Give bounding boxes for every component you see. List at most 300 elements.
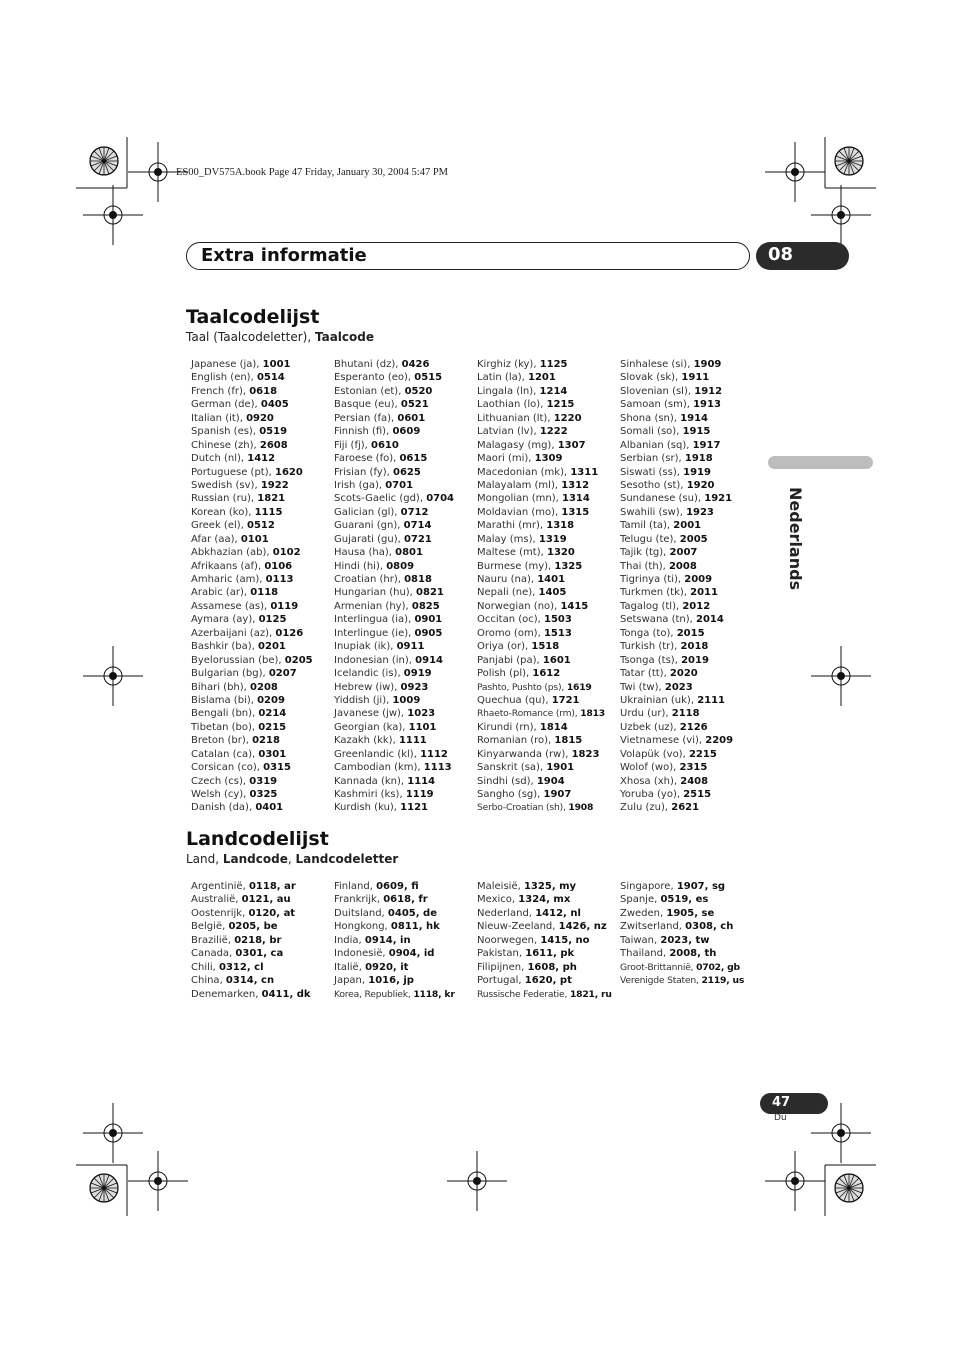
language-name: Nepali (ne),: [477, 587, 539, 599]
country-letter-code: sg: [711, 881, 726, 892]
language-entry: [334, 721, 474, 734]
language-entry: [334, 412, 474, 425]
language-code: 0901: [414, 614, 443, 626]
country-code: 0609: [376, 881, 404, 892]
country-name: Brazilië,: [191, 934, 235, 946]
country-entry: [191, 907, 331, 920]
language-name: Kurdish (ku),: [334, 802, 401, 814]
country-separator: ,: [551, 881, 560, 892]
country-letter-code: at: [283, 907, 296, 919]
country-letter-code: id: [423, 948, 435, 960]
language-name: Frisian (fy),: [334, 466, 393, 478]
language-code: 0919: [403, 668, 432, 680]
country-letter-code: hk: [426, 921, 440, 933]
language-entry: [477, 654, 617, 667]
country-letter-code: fi: [411, 881, 419, 892]
country-separator: ,: [694, 907, 702, 919]
language-entry: [477, 667, 617, 680]
language-name: Ukrainian (uk),: [620, 694, 698, 706]
language-code: 0911: [396, 641, 425, 653]
language-name: Thai (th),: [620, 560, 669, 572]
country-separator: ,: [418, 921, 427, 933]
language-name: Spanish (es),: [191, 426, 260, 438]
language-code: 1001: [262, 359, 291, 370]
language-name: Romanian (ro),: [477, 735, 555, 747]
language-name: Slovenian (sl),: [620, 385, 695, 397]
language-entry: [334, 694, 474, 707]
language-name: Korean (ko),: [191, 506, 255, 518]
language-code: 0721: [403, 533, 432, 545]
language-code: 1023: [407, 708, 436, 720]
language-entry: [620, 627, 760, 640]
language-code: 1813: [580, 708, 605, 720]
language-code: 1112: [420, 748, 448, 760]
language-name: Russian (ru),: [191, 493, 258, 505]
language-name: Guarani (gn),: [334, 520, 404, 532]
language-entry: [191, 600, 331, 613]
language-name: Greenlandic (kl),: [334, 748, 421, 760]
country-letter-code: cl: [254, 961, 264, 973]
language-name: Sindhi (sd),: [477, 775, 537, 787]
country-code: 0811: [390, 921, 419, 933]
language-code: 0818: [404, 574, 432, 585]
country-separator: ,: [546, 894, 554, 906]
language-code: 2001: [673, 520, 702, 532]
language-name: Interlingue (ie),: [334, 627, 415, 639]
language-name: Turkmen (tk),: [620, 587, 691, 599]
language-entry: [334, 479, 474, 492]
language-name: Tigrinya (ti),: [620, 574, 685, 585]
country-code: 0118: [248, 881, 277, 892]
country-letter-code: ph: [562, 961, 577, 973]
language-name: Sundanese (su),: [620, 493, 705, 505]
country-name: Thailand,: [620, 948, 670, 960]
language-name: Corsican (co),: [191, 762, 264, 774]
language-name: Malagasy (mg),: [477, 439, 558, 451]
language-code: 0514: [256, 372, 285, 384]
language-code: 1620: [274, 466, 303, 478]
country-name: Nederland,: [477, 907, 536, 919]
language-entry: [620, 533, 760, 546]
language-name: Sinhalese (si),: [620, 359, 694, 370]
country-letter-code: no: [575, 934, 590, 946]
language-code: 0825: [411, 600, 440, 612]
country-separator: ,: [688, 894, 696, 906]
country-letter-code: es: [695, 894, 709, 906]
language-code: 1119: [405, 789, 434, 800]
country-code: 1907: [676, 881, 705, 892]
language-code: 1111: [398, 735, 427, 747]
country-name: Korea, Republiek,: [334, 988, 414, 1000]
language-name: Norwegian (no),: [477, 600, 561, 612]
language-entry: [334, 640, 474, 653]
country-entry: [334, 947, 474, 960]
country-name: Maleisië,: [477, 881, 524, 892]
country-code: 1611: [525, 948, 554, 960]
language-name: Yoruba (yo),: [620, 789, 684, 800]
language-code: 1125: [539, 359, 568, 370]
language-code: 1901: [546, 762, 575, 774]
country-name: Singapore,: [620, 881, 677, 892]
language-code: 1909: [693, 359, 722, 370]
language-name: Oromo (om),: [477, 627, 544, 639]
language-entry: [477, 586, 617, 599]
language-name: Arabic (ar),: [191, 587, 251, 599]
language-code: 1913: [693, 399, 721, 411]
country-code: 1412: [535, 907, 564, 919]
language-code: 0704: [426, 493, 455, 505]
country-letter-code: cn: [261, 975, 275, 987]
language-name: Tsonga (ts),: [620, 654, 682, 666]
language-entry: [334, 533, 474, 546]
print-info: ES00_DV575A.book Page 47 Friday, January 30, 2004 5:47 PM: [176, 167, 449, 178]
language-code: 2018: [680, 641, 709, 653]
country-separator: ,: [416, 948, 424, 960]
language-code: 0118: [250, 587, 279, 599]
country-name: Hongkong,: [334, 921, 391, 933]
country-separator: ,: [563, 907, 571, 919]
language-entry: [191, 667, 331, 680]
language-name: Shona (sn),: [620, 412, 681, 424]
country-letter-code: it: [400, 961, 409, 973]
language-code: 1915: [682, 426, 711, 438]
language-entry: [191, 466, 331, 479]
language-code: 0301: [258, 748, 287, 760]
language-entry: [477, 748, 617, 761]
language-code: 1325: [554, 560, 583, 572]
country-entry: [477, 907, 617, 920]
language-name: Macedonian (mk),: [477, 466, 571, 478]
language-code: 2515: [683, 789, 712, 800]
language-entry: [334, 358, 474, 371]
language-code: 0325: [249, 789, 278, 800]
country-separator: ,: [289, 988, 297, 1000]
language-code: 0923: [400, 681, 429, 693]
country-letter-code: us: [732, 975, 745, 987]
country-name: Noorwegen,: [477, 934, 541, 946]
language-code: 1920: [686, 479, 715, 491]
country-name: Australië,: [191, 894, 242, 906]
language-code: 1919: [683, 466, 711, 478]
language-code: 1908: [568, 802, 594, 814]
country-entry: [477, 880, 617, 893]
country-separator: ,: [555, 961, 563, 973]
language-name: Czech (cs),: [191, 775, 250, 787]
language-code: 1114: [407, 775, 436, 787]
language-name: Amharic (am),: [191, 574, 266, 585]
language-name: Portuguese (pt),: [191, 466, 275, 478]
country-code: 1608: [527, 961, 556, 973]
language-entry: [191, 371, 331, 384]
country-code: 0519: [660, 894, 689, 906]
language-entry: [620, 681, 760, 694]
language-name: Serbo-Croatian (sh),: [477, 802, 569, 814]
language-entry: [191, 506, 331, 519]
language-entry: [191, 627, 331, 640]
country-entry: [620, 947, 760, 960]
country-letter-code: ca: [270, 948, 284, 960]
language-entry: [620, 398, 760, 411]
country-name: Denemarken,: [191, 988, 262, 1000]
language-name: Bashkir (ba),: [191, 641, 259, 653]
country-name: Chili,: [191, 961, 220, 973]
language-code: 0821: [416, 587, 444, 599]
language-code: 2009: [684, 574, 713, 585]
language-name: Burmese (my),: [477, 560, 555, 572]
language-name: Swedish (sv),: [191, 479, 261, 491]
language-entry: [620, 519, 760, 532]
language-name: Kirundi (rn),: [477, 721, 540, 733]
language-code: 0712: [400, 506, 429, 518]
language-entry: [477, 412, 617, 425]
country-code: 0121: [241, 894, 270, 906]
language-name: Welsh (cy),: [191, 789, 250, 800]
country-entry: [477, 988, 617, 1001]
language-code: 1309: [534, 453, 563, 465]
country-letter-code: pt: [559, 975, 572, 987]
language-entry: [191, 707, 331, 720]
country-letter-code: se: [701, 907, 715, 919]
language-name: Siswati (ss),: [620, 466, 684, 478]
language-name: Albanian (sq),: [620, 439, 693, 451]
language-name: Tibetan (bo),: [191, 721, 259, 733]
language-entry: [334, 546, 474, 559]
country-subheading-bold-letter: Landcodeletter: [295, 852, 399, 866]
country-separator: ,: [726, 975, 733, 987]
country-letter-code: kr: [444, 988, 455, 1000]
language-entry: [191, 775, 331, 788]
chapter-number: 08: [768, 244, 794, 265]
language-code: 1222: [539, 426, 568, 438]
language-entry: [477, 573, 617, 586]
language-name: Malay (ms),: [477, 533, 539, 545]
language-entry: [191, 439, 331, 452]
language-name: Azerbaijani (az),: [191, 627, 276, 639]
country-code: 2023: [660, 934, 689, 946]
language-code: 1220: [553, 412, 582, 424]
language-name: Somali (so),: [620, 426, 683, 438]
language-code: 1009: [392, 694, 421, 706]
language-entry: [620, 788, 760, 801]
language-code: 0319: [249, 775, 278, 787]
country-name: Verenigde Staten,: [620, 975, 702, 987]
language-name: Tagalog (tl),: [620, 600, 683, 612]
country-entry: [334, 907, 474, 920]
language-code: 1601: [542, 654, 571, 666]
language-name: Estonian (et),: [334, 385, 405, 397]
language-code: 2005: [679, 533, 708, 545]
language-code: 0125: [258, 614, 287, 626]
country-code: 1620: [524, 975, 553, 987]
country-letter-code: br: [269, 934, 282, 946]
country-entry: [191, 947, 331, 960]
language-name: Setswana (tn),: [620, 614, 697, 626]
language-name: Faroese (fo),: [334, 453, 400, 465]
country-code: 0411: [261, 988, 290, 1000]
language-code: 1923: [686, 506, 714, 518]
country-name: Zwitserland,: [620, 921, 686, 933]
language-code: 1922: [260, 479, 289, 491]
language-code: 1401: [537, 574, 566, 585]
chapter-badge: [756, 242, 849, 270]
language-name: Irish (ga),: [334, 479, 386, 491]
language-entry: [477, 801, 617, 814]
language-code: 1917: [692, 439, 721, 451]
country-letter-code: ch: [720, 921, 734, 933]
country-letter-code: au: [276, 894, 291, 906]
country-letter-code: in: [400, 934, 411, 946]
language-entry: [334, 371, 474, 384]
language-code: 1815: [554, 735, 583, 747]
language-name: Tajik (tg),: [620, 547, 670, 559]
country-subheading-bold-code: Landcode: [222, 852, 288, 866]
language-name: Tamil (ta),: [620, 520, 674, 532]
language-name: German (de),: [191, 399, 261, 411]
language-code: 1912: [694, 385, 723, 397]
language-entry: [334, 492, 474, 505]
country-entry: [620, 880, 760, 893]
section-title-frame: [186, 242, 750, 270]
language-entry: [620, 425, 760, 438]
language-code: 1907: [543, 789, 572, 800]
language-code: 1215: [546, 399, 575, 411]
country-separator: ,: [262, 934, 270, 946]
language-name: Occitan (oc),: [477, 614, 544, 626]
language-name: Breton (br),: [191, 735, 253, 747]
language-entry: [191, 694, 331, 707]
country-entry: [191, 988, 331, 1001]
language-name: Byelorussian (be),: [191, 654, 285, 666]
country-separator: ,: [263, 948, 271, 960]
country-entry: [334, 974, 474, 987]
language-entry: [620, 613, 760, 626]
language-code: 1911: [681, 372, 710, 384]
language-entry: [477, 519, 617, 532]
language-name: Catalan (ca),: [191, 748, 259, 760]
language-entry: [477, 640, 617, 653]
language-entry: [620, 734, 760, 747]
country-code: 0205: [228, 921, 257, 933]
section-header: [186, 242, 848, 270]
language-entry: [620, 439, 760, 452]
language-code: 0521: [400, 399, 429, 411]
language-code: 0201: [258, 641, 286, 653]
country-code: 0405: [387, 907, 416, 919]
country-code: 0312: [219, 961, 247, 973]
country-entry: [334, 988, 474, 1001]
language-code: 0215: [258, 721, 287, 733]
language-code: 0101: [240, 533, 269, 545]
language-name: Latin (la),: [477, 372, 528, 384]
language-entry: [191, 479, 331, 492]
country-code: 1426: [558, 921, 587, 933]
language-code: 0126: [275, 627, 304, 639]
country-entry: [334, 934, 474, 947]
language-code: 1513: [543, 627, 572, 639]
language-code: 1314: [562, 493, 590, 505]
country-separator: ,: [256, 921, 264, 933]
language-code: 0609: [392, 426, 421, 438]
language-code: 1518: [531, 641, 560, 653]
language-name: Basque (eu),: [334, 399, 401, 411]
country-entry: [334, 880, 474, 893]
language-entry: [620, 586, 760, 599]
language-entry: [620, 694, 760, 707]
language-name: Afar (aa),: [191, 533, 241, 545]
language-code: 0512: [247, 520, 275, 532]
language-name: Cambodian (km),: [334, 762, 424, 774]
country-entry: [477, 961, 617, 974]
language-entry: [191, 560, 331, 573]
country-entry: [191, 974, 331, 987]
country-letter-code: nl: [570, 907, 581, 919]
language-name: Hausa (ha),: [334, 547, 396, 559]
language-name: Aymara (ay),: [191, 614, 259, 626]
language-entry: [620, 654, 760, 667]
language-entry: [334, 452, 474, 465]
country-name: China,: [191, 975, 226, 987]
language-code: 0113: [265, 574, 294, 585]
country-code: 1325: [523, 881, 552, 892]
country-code: 0618: [383, 894, 412, 906]
language-code: 0208: [250, 681, 278, 693]
language-code: 0315: [263, 762, 291, 774]
language-entry: [334, 425, 474, 438]
language-column-1: [191, 358, 331, 815]
language-name: Icelandic (is),: [334, 668, 404, 680]
language-name: Maori (mi),: [477, 453, 535, 465]
country-letter-code: be: [263, 921, 278, 933]
country-code: 1415: [540, 934, 569, 946]
language-entry: [334, 586, 474, 599]
language-name: Samoan (sm),: [620, 399, 694, 411]
language-entry: [620, 412, 760, 425]
language-name: Serbian (sr),: [620, 453, 685, 465]
country-code: 0120: [248, 907, 277, 919]
country-entry: [191, 961, 331, 974]
language-code: 1814: [539, 721, 568, 733]
language-name: Gujarati (gu),: [334, 533, 404, 545]
language-name: Swahili (sw),: [620, 506, 687, 518]
language-column-2: [334, 358, 474, 815]
language-name: Tatar (tt),: [620, 668, 670, 680]
language-entry: [191, 533, 331, 546]
language-name: Inupiak (ik),: [334, 641, 397, 653]
country-code: 0218: [234, 934, 263, 946]
language-entry: [334, 788, 474, 801]
country-code: 1324: [518, 894, 547, 906]
country-code: 0314: [225, 975, 254, 987]
language-name: Uzbek (uz),: [620, 721, 680, 733]
language-name: Malayalam (ml),: [477, 479, 562, 491]
language-code: 1721: [551, 694, 580, 706]
language-subheading-bold: Taalcode: [314, 330, 375, 344]
language-name: Hebrew (iw),: [334, 681, 401, 693]
country-code: 1905: [666, 907, 695, 919]
language-name: Quechua (qu),: [477, 694, 552, 706]
language-entry: [620, 466, 760, 479]
language-name: Kashmiri (ks),: [334, 789, 406, 800]
country-name: Indonesië,: [334, 948, 389, 960]
language-entry: [334, 761, 474, 774]
language-name: Scots-Gaelic (gd),: [334, 493, 427, 505]
language-name: Javanese (jw),: [334, 708, 408, 720]
country-list-heading: Landcodelijst: [186, 828, 329, 850]
language-name: Bhutani (dz),: [334, 359, 402, 370]
country-separator: ,: [586, 921, 594, 933]
language-code: 0209: [257, 694, 285, 706]
country-name: Duitsland,: [334, 907, 388, 919]
